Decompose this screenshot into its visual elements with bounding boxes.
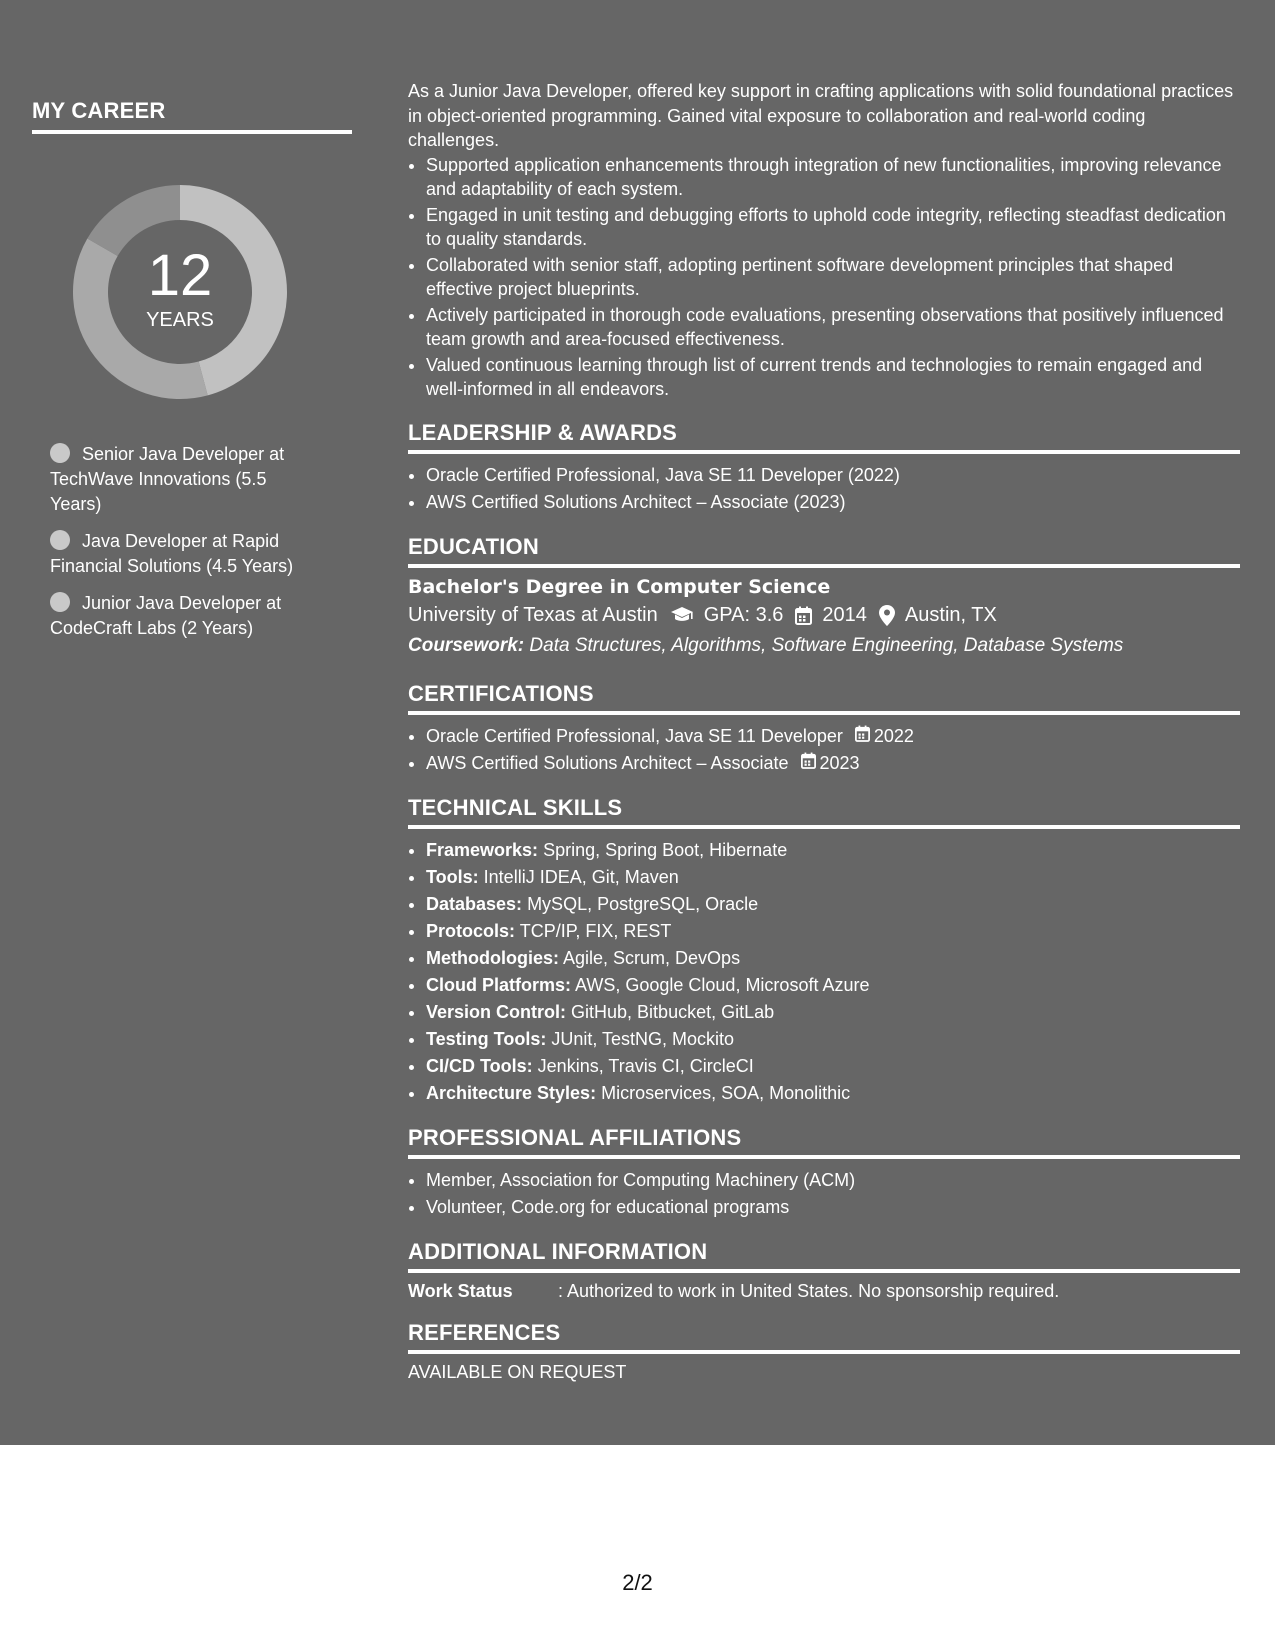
certifications-title: CERTIFICATIONS xyxy=(408,681,1240,715)
affiliation-item: • Volunteer, Code.org for educational programs xyxy=(426,1194,1240,1221)
work-status-row xyxy=(408,1281,1240,1302)
career-legend-label: Junior Java Developer at CodeCraft Labs (2 Years) xyxy=(50,593,282,638)
skill-item xyxy=(426,1026,1240,1053)
skills-title: TECHNICAL SKILLS xyxy=(408,795,1240,829)
affiliations-section xyxy=(408,1125,1240,1221)
leadership-item: • AWS Certified Solutions Architect – Associate (2023) xyxy=(426,489,1240,516)
certifications-section xyxy=(408,681,1240,777)
skill-value: Jenkins, Travis CI, CircleCI xyxy=(537,1055,754,1076)
education-meta xyxy=(408,604,1240,627)
leadership-section xyxy=(408,420,1240,516)
certification-name: Oracle Certified Professional, Java SE 11 Developer xyxy=(426,725,843,746)
main-column xyxy=(408,79,1240,1383)
affiliations-list xyxy=(408,1167,1240,1221)
work-status-value: : Authorized to work in United States. No sponsorship required. xyxy=(558,1280,1060,1301)
skill-item xyxy=(426,918,1240,945)
skill-label: Frameworks: xyxy=(426,839,539,860)
skill-value: JUnit, TestNG, Mockito xyxy=(551,1028,735,1049)
skill-item xyxy=(426,1080,1240,1107)
certification-item xyxy=(426,750,1240,777)
sidebar-title: MY CAREER xyxy=(32,98,352,134)
skills-section xyxy=(408,795,1240,1107)
certification-year: 2022 xyxy=(873,725,914,746)
experience-bullet: • Actively participated in thorough code evaluations, presenting observations that positively influenced team growth and area-focused effectiveness. xyxy=(426,303,1240,352)
skill-item xyxy=(426,972,1240,999)
skill-value: GitHub, Bitbucket, GitLab xyxy=(571,1001,775,1022)
experience-intro: As a Junior Java Developer, offered key support in crafting applications with solid foundational practices in object-oriented programming. Gained vital exposure to collaboration and real-world coding challenges. xyxy=(408,81,1234,150)
career-donut-chart xyxy=(66,178,294,406)
skill-item xyxy=(426,837,1240,864)
career-legend-item xyxy=(50,442,320,517)
sidebar xyxy=(32,98,352,653)
career-legend xyxy=(50,442,320,641)
leadership-item: • Oracle Certified Professional, Java SE 11 Developer (2022) xyxy=(426,462,1240,489)
map-pin-icon xyxy=(879,605,895,626)
coursework-line xyxy=(408,635,1240,657)
skill-label: Version Control: xyxy=(426,1001,567,1022)
skill-label: Protocols: xyxy=(426,920,516,941)
work-status-label: Work Status xyxy=(408,1280,513,1301)
education-location: Austin, TX xyxy=(904,603,997,626)
skill-value: AWS, Google Cloud, Microsoft Azure xyxy=(575,974,870,995)
graduation-cap-icon xyxy=(670,606,694,624)
education-section xyxy=(408,534,1240,657)
degree-title: Bachelor's Degree in Computer Science xyxy=(408,575,831,598)
skill-value: Microservices, SOA, Monolithic xyxy=(601,1082,851,1103)
skill-value: TCP/IP, FIX, REST xyxy=(519,920,672,941)
experience-bullets xyxy=(408,153,1240,402)
leadership-list xyxy=(408,462,1240,516)
skill-value: Agile, Scrum, DevOps xyxy=(563,947,741,968)
skill-item xyxy=(426,945,1240,972)
skill-label: Tools: xyxy=(426,866,479,887)
references-text: AVAILABLE ON REQUEST xyxy=(408,1361,627,1382)
certification-year: 2023 xyxy=(819,752,860,773)
references-section xyxy=(408,1320,1240,1383)
certifications-list xyxy=(408,723,1240,777)
experience-bullet: • Collaborated with senior staff, adopting pertinent software development principles that shaped effective project blueprints. xyxy=(426,253,1240,302)
skill-label: CI/CD Tools: xyxy=(426,1055,533,1076)
skill-item xyxy=(426,864,1240,891)
coursework-label: Coursework: xyxy=(408,634,525,656)
legend-dot-icon xyxy=(50,443,70,463)
skill-label: Cloud Platforms: xyxy=(426,974,572,995)
legend-dot-icon xyxy=(50,530,70,550)
skill-value: MySQL, PostgreSQL, Oracle xyxy=(527,893,759,914)
experience-entry xyxy=(408,79,1240,402)
skill-item xyxy=(426,1053,1240,1080)
experience-bullet: • Valued continuous learning through list of current trends and technologies to remain engaged and well-informed in all endeavors. xyxy=(426,353,1240,402)
page-number: 2/2 xyxy=(622,1570,653,1595)
career-legend-label: Senior Java Developer at TechWave Innovations (5.5 Years) xyxy=(50,444,285,514)
skill-label: Methodologies: xyxy=(426,947,559,968)
university-name: University of Texas at Austin xyxy=(408,603,658,626)
career-legend-label: Java Developer at Rapid Financial Solutions (4.5 Years) xyxy=(50,531,294,576)
skill-label: Databases: xyxy=(426,893,523,914)
donut-center xyxy=(66,178,294,406)
references-title: REFERENCES xyxy=(408,1320,1240,1354)
leadership-title: LEADERSHIP & AWARDS xyxy=(408,420,1240,454)
skill-value: Spring, Spring Boot, Hibernate xyxy=(543,839,788,860)
calendar-icon xyxy=(855,725,874,742)
skill-label: Testing Tools: xyxy=(426,1028,547,1049)
calendar-icon xyxy=(801,752,820,769)
experience-bullet: • Supported application enhancements through integration of new functionalities, improving relevance and adaptability of each system. xyxy=(426,153,1240,202)
certification-name: AWS Certified Solutions Architect – Associate xyxy=(426,752,789,773)
career-legend-item xyxy=(50,591,320,641)
affiliations-title: PROFESSIONAL AFFILIATIONS xyxy=(408,1125,1240,1159)
skill-item xyxy=(426,891,1240,918)
skill-value: IntelliJ IDEA, Git, Maven xyxy=(483,866,679,887)
additional-title: ADDITIONAL INFORMATION xyxy=(408,1239,1240,1273)
additional-section xyxy=(408,1239,1240,1302)
calendar-icon xyxy=(795,606,812,625)
education-title: EDUCATION xyxy=(408,534,1240,568)
total-years-label: YEARS xyxy=(146,308,214,331)
coursework-value: Data Structures, Algorithms, Software Engineering, Database Systems xyxy=(529,634,1124,656)
certification-item xyxy=(426,723,1240,750)
affiliation-item: • Member, Association for Computing Machinery (ACM) xyxy=(426,1167,1240,1194)
experience-bullet: • Engaged in unit testing and debugging efforts to uphold code integrity, reflecting steadfast dedication to quality standards. xyxy=(426,203,1240,252)
graduation-year: 2014 xyxy=(822,603,867,626)
skills-list xyxy=(408,837,1240,1107)
gpa-value: GPA: 3.6 xyxy=(703,603,784,626)
skill-label: Architecture Styles: xyxy=(426,1082,597,1103)
skill-item xyxy=(426,999,1240,1026)
career-legend-item xyxy=(50,529,320,579)
total-years-value: 12 xyxy=(147,242,213,308)
legend-dot-icon xyxy=(50,592,70,612)
